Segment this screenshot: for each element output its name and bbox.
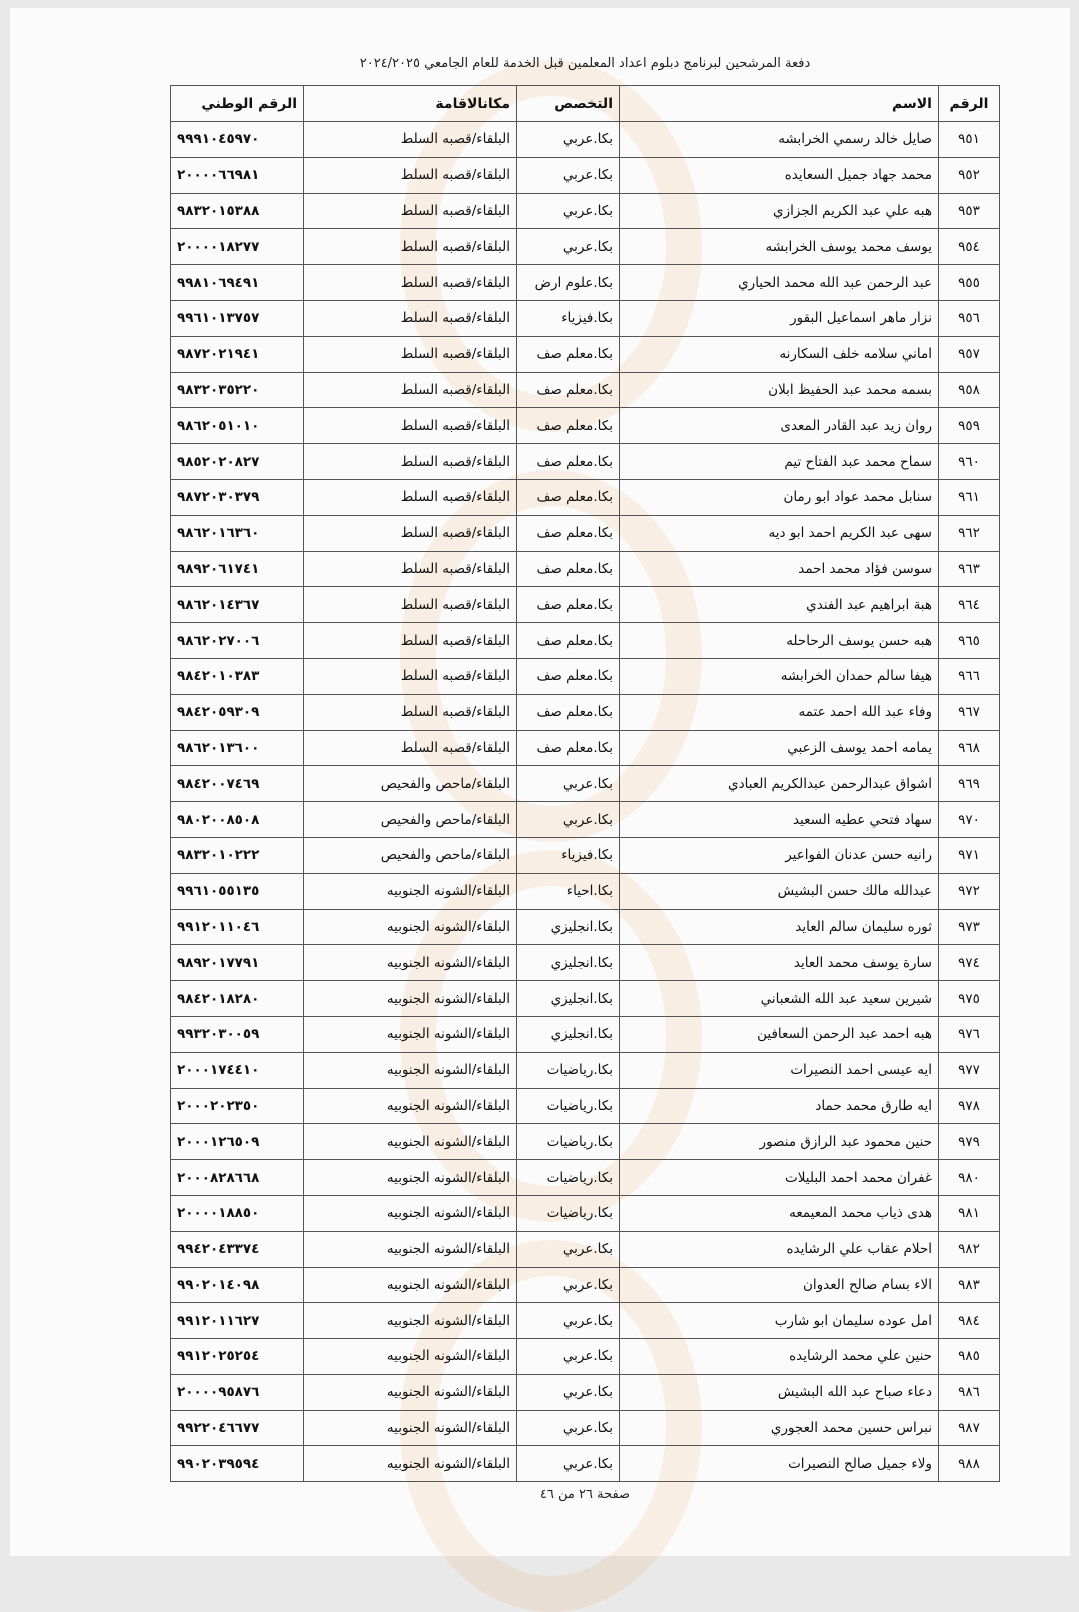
- header-residence: مكانالاقامة: [304, 86, 517, 122]
- header-no: الرقم: [939, 86, 1000, 122]
- cell-no: ٩٥٦: [939, 300, 1000, 336]
- table-row: [171, 1016, 1000, 1052]
- cell-no: ٩٦٨: [939, 730, 1000, 766]
- cell-specialization: بكا.انجليزي: [517, 1016, 620, 1052]
- cell-name: سنابل محمد عواد ابو رمان: [620, 479, 939, 515]
- cell-name: عبدالله مالك حسن البشيش: [620, 873, 939, 909]
- table-row: [171, 1160, 1000, 1196]
- cell-national-id: ٩٩١٢٠٢٥٢٥٤: [171, 1339, 304, 1375]
- cell-national-id: ٢٠٠٠٨٢٨٦٦٨: [171, 1160, 304, 1196]
- cell-national-id: ٩٩٩١٠٤٥٩٧٠: [171, 122, 304, 158]
- cell-no: ٩٥٩: [939, 408, 1000, 444]
- cell-residence: البلقاء/الشونه الجنوبيه: [304, 1374, 517, 1410]
- table-row: [171, 1052, 1000, 1088]
- cell-national-id: ٩٩٣٢٠٣٠٠٥٩: [171, 1016, 304, 1052]
- cell-name: وفاء عبد الله احمد عتمه: [620, 694, 939, 730]
- cell-name: ثوره سليمان سالم العايد: [620, 909, 939, 945]
- cell-no: ٩٧٤: [939, 945, 1000, 981]
- cell-national-id: ٩٩٤٢٠٤٣٣٧٤: [171, 1231, 304, 1267]
- cell-name: ايه عيسى احمد النصيرات: [620, 1052, 939, 1088]
- table-row: [171, 193, 1000, 229]
- cell-no: ٩٦٠: [939, 444, 1000, 480]
- table-row: [171, 1303, 1000, 1339]
- cell-no: ٩٧٥: [939, 981, 1000, 1017]
- cell-residence: البلقاء/قصبه السلط: [304, 551, 517, 587]
- cell-name: غفران محمد احمد البليلات: [620, 1160, 939, 1196]
- cell-no: ٩٦٥: [939, 623, 1000, 659]
- cell-residence: البلقاء/الشونه الجنوبيه: [304, 909, 517, 945]
- cell-national-id: ٩٨٧٢٠٢١٩٤١: [171, 336, 304, 372]
- cell-national-id: ٩٨٤٢٠١٨٢٨٠: [171, 981, 304, 1017]
- cell-no: ٩٥٢: [939, 157, 1000, 193]
- table-row: [171, 372, 1000, 408]
- cell-name: هبه حسن يوسف الرحاحله: [620, 623, 939, 659]
- cell-residence: البلقاء/قصبه السلط: [304, 408, 517, 444]
- cell-name: نبراس حسين محمد العجوري: [620, 1410, 939, 1446]
- cell-specialization: بكا.عربي: [517, 229, 620, 265]
- table-row: [171, 1374, 1000, 1410]
- cell-specialization: بكا.معلم صف: [517, 694, 620, 730]
- cell-national-id: ٩٨٦٢٠١٣٦٠٠: [171, 730, 304, 766]
- cell-specialization: بكا.رياضيات: [517, 1052, 620, 1088]
- cell-national-id: ٩٨٥٢٠٢٠٨٢٧: [171, 444, 304, 480]
- cell-no: ٩٧٨: [939, 1088, 1000, 1124]
- cell-residence: البلقاء/قصبه السلط: [304, 694, 517, 730]
- cell-residence: البلقاء/قصبه السلط: [304, 444, 517, 480]
- cell-specialization: بكا.عربي: [517, 1446, 620, 1482]
- table-row: [171, 730, 1000, 766]
- table-row: [171, 802, 1000, 838]
- cell-name: روان زيد عبد القادر المعدى: [620, 408, 939, 444]
- cell-name: سهى عبد الكريم احمد ابو ديه: [620, 515, 939, 551]
- cell-specialization: بكا.معلم صف: [517, 336, 620, 372]
- table-row: [171, 873, 1000, 909]
- cell-no: ٩٧٢: [939, 873, 1000, 909]
- table-row: [171, 909, 1000, 945]
- cell-specialization: بكا.رياضيات: [517, 1124, 620, 1160]
- cell-specialization: بكا.انجليزي: [517, 981, 620, 1017]
- table-row: [171, 1267, 1000, 1303]
- cell-national-id: ٩٩٦١٠١٣٧٥٧: [171, 300, 304, 336]
- cell-residence: البلقاء/قصبه السلط: [304, 122, 517, 158]
- cell-national-id: ٩٨٤٢٠٠٧٤٦٩: [171, 766, 304, 802]
- cell-national-id: ٩٨٠٢٠٠٨٥٠٨: [171, 802, 304, 838]
- table-row: [171, 1410, 1000, 1446]
- cell-residence: البلقاء/قصبه السلط: [304, 479, 517, 515]
- cell-national-id: ٩٨٤٢٠١٠٣٨٣: [171, 658, 304, 694]
- table-row: [171, 623, 1000, 659]
- cell-residence: البلقاء/الشونه الجنوبيه: [304, 1410, 517, 1446]
- cell-residence: البلقاء/الشونه الجنوبيه: [304, 1303, 517, 1339]
- cell-no: ٩٦٦: [939, 658, 1000, 694]
- cell-national-id: ٩٨٤٢٠٥٩٣٠٩: [171, 694, 304, 730]
- cell-no: ٩٨٠: [939, 1160, 1000, 1196]
- cell-residence: البلقاء/قصبه السلط: [304, 372, 517, 408]
- cell-specialization: بكا.عربي: [517, 1231, 620, 1267]
- cell-name: شيرين سعيد عبد الله الشعباني: [620, 981, 939, 1017]
- header-national-id: الرقم الوطني: [171, 86, 304, 122]
- cell-residence: البلقاء/قصبه السلط: [304, 587, 517, 623]
- cell-name: سهاد فتحي عطيه السعيد: [620, 802, 939, 838]
- cell-specialization: بكا.عربي: [517, 1374, 620, 1410]
- cell-name: هيفا سالم حمدان الخرابشه: [620, 658, 939, 694]
- cell-national-id: ٢٠٠٠٠٩٥٨٧٦: [171, 1374, 304, 1410]
- cell-specialization: بكا.معلم صف: [517, 587, 620, 623]
- cell-specialization: بكا.عربي: [517, 1339, 620, 1375]
- cell-national-id: ٩٩٨١٠٦٩٤٩١: [171, 265, 304, 301]
- cell-no: ٩٦٤: [939, 587, 1000, 623]
- cell-national-id: ٩٩١٢٠١١٦٢٧: [171, 1303, 304, 1339]
- table-row: [171, 408, 1000, 444]
- cell-no: ٩٥٤: [939, 229, 1000, 265]
- cell-name: اماني سلامه خلف السكارنه: [620, 336, 939, 372]
- table-row: [171, 945, 1000, 981]
- table-row: [171, 479, 1000, 515]
- cell-specialization: بكا.عربي: [517, 193, 620, 229]
- table-row: [171, 1446, 1000, 1482]
- cell-residence: البلقاء/ماحص والفحيص: [304, 766, 517, 802]
- table-row: [171, 1195, 1000, 1231]
- document-title: دفعة المرشحين لبرنامج دبلوم اعداد المعلمين قبل الخدمة للعام الجامعي ٢٠٢٤/٢٠٢٥: [359, 56, 811, 71]
- table-row: [171, 229, 1000, 265]
- table-row: [171, 122, 1000, 158]
- cell-name: حنين علي محمد الرشايده: [620, 1339, 939, 1375]
- cell-national-id: ٢٠٠٠٠١٨٢٧٧: [171, 229, 304, 265]
- table-row: [171, 515, 1000, 551]
- cell-residence: البلقاء/الشونه الجنوبيه: [304, 1446, 517, 1482]
- cell-no: ٩٧٧: [939, 1052, 1000, 1088]
- cell-specialization: بكا.معلم صف: [517, 551, 620, 587]
- cell-no: ٩٧٩: [939, 1124, 1000, 1160]
- page-number: صفحة ٢٦ من ٤٦: [539, 1487, 631, 1502]
- cell-no: ٩٨٣: [939, 1267, 1000, 1303]
- cell-specialization: بكا.انجليزي: [517, 945, 620, 981]
- cell-no: ٩٦٩: [939, 766, 1000, 802]
- cell-residence: البلقاء/الشونه الجنوبيه: [304, 1052, 517, 1088]
- cell-national-id: ٩٨٦٢٠١٤٣٦٧: [171, 587, 304, 623]
- cell-no: ٩٦٣: [939, 551, 1000, 587]
- cell-name: امل عوده سليمان ابو شارب: [620, 1303, 939, 1339]
- cell-specialization: بكا.عربي: [517, 802, 620, 838]
- cell-residence: البلقاء/قصبه السلط: [304, 730, 517, 766]
- cell-no: ٩٥٨: [939, 372, 1000, 408]
- cell-specialization: بكا.فيزياء: [517, 837, 620, 873]
- cell-name: هبه علي عبد الكريم الجزازي: [620, 193, 939, 229]
- table-row: [171, 694, 1000, 730]
- table-row: [171, 837, 1000, 873]
- cell-specialization: بكا.معلم صف: [517, 515, 620, 551]
- cell-name: رانيه حسن عدنان الفواعير: [620, 837, 939, 873]
- cell-name: صايل خالد رسمي الخرابشه: [620, 122, 939, 158]
- cell-specialization: بكا.معلم صف: [517, 658, 620, 694]
- cell-name: هبه احمد عبد الرحمن السعافين: [620, 1016, 939, 1052]
- cell-residence: البلقاء/الشونه الجنوبيه: [304, 981, 517, 1017]
- cell-residence: البلقاء/الشونه الجنوبيه: [304, 1160, 517, 1196]
- cell-no: ٩٥١: [939, 122, 1000, 158]
- cell-specialization: بكا.معلم صف: [517, 408, 620, 444]
- cell-no: ٩٨٥: [939, 1339, 1000, 1375]
- cell-name: بسمه محمد عبد الحفيظ ابلان: [620, 372, 939, 408]
- cell-national-id: ٩٨٩٢٠٦١٧٤١: [171, 551, 304, 587]
- table-header-row: [171, 86, 1000, 122]
- cell-national-id: ٩٩١٢٠١١٠٤٦: [171, 909, 304, 945]
- cell-national-id: ٩٨٧٢٠٣٠٣٧٩: [171, 479, 304, 515]
- cell-no: ٩٧٠: [939, 802, 1000, 838]
- candidates-table: [170, 85, 1000, 1482]
- cell-residence: البلقاء/الشونه الجنوبيه: [304, 945, 517, 981]
- cell-no: ٩٦١: [939, 479, 1000, 515]
- table-row: [171, 1088, 1000, 1124]
- cell-specialization: بكا.معلم صف: [517, 730, 620, 766]
- cell-residence: البلقاء/قصبه السلط: [304, 515, 517, 551]
- cell-name: نزار ماهر اسماعيل البقور: [620, 300, 939, 336]
- cell-name: يوسف محمد يوسف الخرابشه: [620, 229, 939, 265]
- cell-residence: البلقاء/الشونه الجنوبيه: [304, 1339, 517, 1375]
- table-row: [171, 336, 1000, 372]
- cell-specialization: بكا.معلم صف: [517, 623, 620, 659]
- table-row: [171, 1231, 1000, 1267]
- cell-no: ٩٥٥: [939, 265, 1000, 301]
- cell-name: ولاء جميل صالح النصيرات: [620, 1446, 939, 1482]
- cell-residence: البلقاء/ماحص والفحيص: [304, 802, 517, 838]
- table-row: [171, 551, 1000, 587]
- cell-specialization: بكا.رياضيات: [517, 1088, 620, 1124]
- table-row: [171, 157, 1000, 193]
- cell-national-id: ٢٠٠٠١٢٦٥٠٩: [171, 1124, 304, 1160]
- cell-specialization: بكا.فيزياء: [517, 300, 620, 336]
- cell-national-id: ٩٩٠٢٠١٤٠٩٨: [171, 1267, 304, 1303]
- cell-residence: البلقاء/قصبه السلط: [304, 193, 517, 229]
- cell-name: هدى ذياب محمد المعيمعه: [620, 1195, 939, 1231]
- table-row: [171, 1124, 1000, 1160]
- cell-name: محمد جهاد جميل السعايده: [620, 157, 939, 193]
- cell-specialization: بكا.انجليزي: [517, 909, 620, 945]
- table-row: [171, 587, 1000, 623]
- cell-national-id: ٩٨٦٢٠٢٧٠٠٦: [171, 623, 304, 659]
- cell-national-id: ٩٨٣٢٠١٠٢٢٢: [171, 837, 304, 873]
- cell-residence: البلقاء/قصبه السلط: [304, 229, 517, 265]
- cell-specialization: بكا.علوم ارض: [517, 265, 620, 301]
- cell-no: ٩٧٣: [939, 909, 1000, 945]
- cell-national-id: ٢٠٠٠٢٠٢٣٥٠: [171, 1088, 304, 1124]
- cell-residence: البلقاء/الشونه الجنوبيه: [304, 1088, 517, 1124]
- cell-name: سماح محمد عبد الفتاح تيم: [620, 444, 939, 480]
- cell-residence: البلقاء/قصبه السلط: [304, 658, 517, 694]
- cell-national-id: ٩٨٩٢٠١٧٧٩١: [171, 945, 304, 981]
- cell-no: ٩٧١: [939, 837, 1000, 873]
- cell-no: ٩٨٤: [939, 1303, 1000, 1339]
- cell-residence: البلقاء/قصبه السلط: [304, 265, 517, 301]
- cell-name: عبد الرحمن عبد الله محمد الحياري: [620, 265, 939, 301]
- cell-residence: البلقاء/قصبه السلط: [304, 300, 517, 336]
- cell-national-id: ٩٩٢٢٠٤٦٦٧٧: [171, 1410, 304, 1446]
- cell-name: حنين محمود عبد الرازق منصور: [620, 1124, 939, 1160]
- cell-specialization: بكا.معلم صف: [517, 479, 620, 515]
- cell-specialization: بكا.عربي: [517, 1267, 620, 1303]
- table-row: [171, 981, 1000, 1017]
- table-row: [171, 444, 1000, 480]
- cell-national-id: ٩٨٦٢٠١٦٣٦٠: [171, 515, 304, 551]
- cell-residence: البلقاء/قصبه السلط: [304, 336, 517, 372]
- cell-no: ٩٧٦: [939, 1016, 1000, 1052]
- cell-no: ٩٥٣: [939, 193, 1000, 229]
- header-name: الاسم: [620, 86, 939, 122]
- cell-no: ٩٨٦: [939, 1374, 1000, 1410]
- cell-specialization: بكا.عربي: [517, 1410, 620, 1446]
- cell-specialization: بكا.عربي: [517, 766, 620, 802]
- cell-national-id: ٩٨٦٢٠٥١٠١٠: [171, 408, 304, 444]
- cell-name: اشواق عبدالرحمن عبدالكريم العبادي: [620, 766, 939, 802]
- cell-no: ٩٨١: [939, 1195, 1000, 1231]
- cell-no: ٩٨٧: [939, 1410, 1000, 1446]
- cell-residence: البلقاء/الشونه الجنوبيه: [304, 1124, 517, 1160]
- table-row: [171, 1339, 1000, 1375]
- cell-specialization: بكا.عربي: [517, 1303, 620, 1339]
- cell-national-id: ٩٩٠٢٠٣٩٥٩٤: [171, 1446, 304, 1482]
- cell-specialization: بكا.احياء: [517, 873, 620, 909]
- cell-no: ٩٦٢: [939, 515, 1000, 551]
- cell-national-id: ٢٠٠٠١٧٤٤١٠: [171, 1052, 304, 1088]
- cell-specialization: بكا.رياضيات: [517, 1195, 620, 1231]
- cell-name: هبة ابراهيم عبد الفندي: [620, 587, 939, 623]
- cell-residence: البلقاء/قصبه السلط: [304, 623, 517, 659]
- cell-residence: البلقاء/الشونه الجنوبيه: [304, 1016, 517, 1052]
- cell-specialization: بكا.عربي: [517, 157, 620, 193]
- cell-name: احلام عقاب علي الرشايده: [620, 1231, 939, 1267]
- cell-no: ٩٨٨: [939, 1446, 1000, 1482]
- cell-specialization: بكا.رياضيات: [517, 1160, 620, 1196]
- cell-residence: البلقاء/الشونه الجنوبيه: [304, 1267, 517, 1303]
- cell-residence: البلقاء/الشونه الجنوبيه: [304, 1195, 517, 1231]
- cell-national-id: ٢٠٠٠٠٦٦٩٨١: [171, 157, 304, 193]
- cell-no: ٩٨٢: [939, 1231, 1000, 1267]
- cell-specialization: بكا.معلم صف: [517, 444, 620, 480]
- table-row: [171, 265, 1000, 301]
- table-row: [171, 766, 1000, 802]
- header-specialization: التخصص: [517, 86, 620, 122]
- cell-specialization: بكا.عربي: [517, 122, 620, 158]
- cell-specialization: بكا.معلم صف: [517, 372, 620, 408]
- cell-no: ٩٥٧: [939, 336, 1000, 372]
- cell-name: الاء بسام صالح العدوان: [620, 1267, 939, 1303]
- cell-residence: البلقاء/ماحص والفحيص: [304, 837, 517, 873]
- cell-name: سوسن فؤاد محمد احمد: [620, 551, 939, 587]
- cell-residence: البلقاء/الشونه الجنوبيه: [304, 1231, 517, 1267]
- cell-name: يمامه احمد يوسف الزعبي: [620, 730, 939, 766]
- cell-national-id: ٩٩٦١٠٥٥١٣٥: [171, 873, 304, 909]
- cell-national-id: ٩٨٣٢٠١٥٣٨٨: [171, 193, 304, 229]
- cell-national-id: ٩٨٣٢٠٣٥٢٢٠: [171, 372, 304, 408]
- cell-name: دعاء صباح عبد الله البشيش: [620, 1374, 939, 1410]
- cell-no: ٩٦٧: [939, 694, 1000, 730]
- cell-residence: البلقاء/الشونه الجنوبيه: [304, 873, 517, 909]
- cell-name: سارة يوسف محمد العايد: [620, 945, 939, 981]
- cell-name: ايه طارق محمد حماد: [620, 1088, 939, 1124]
- table-row: [171, 300, 1000, 336]
- cell-national-id: ٢٠٠٠٠١٨٨٥٠: [171, 1195, 304, 1231]
- table-row: [171, 658, 1000, 694]
- cell-residence: البلقاء/قصبه السلط: [304, 157, 517, 193]
